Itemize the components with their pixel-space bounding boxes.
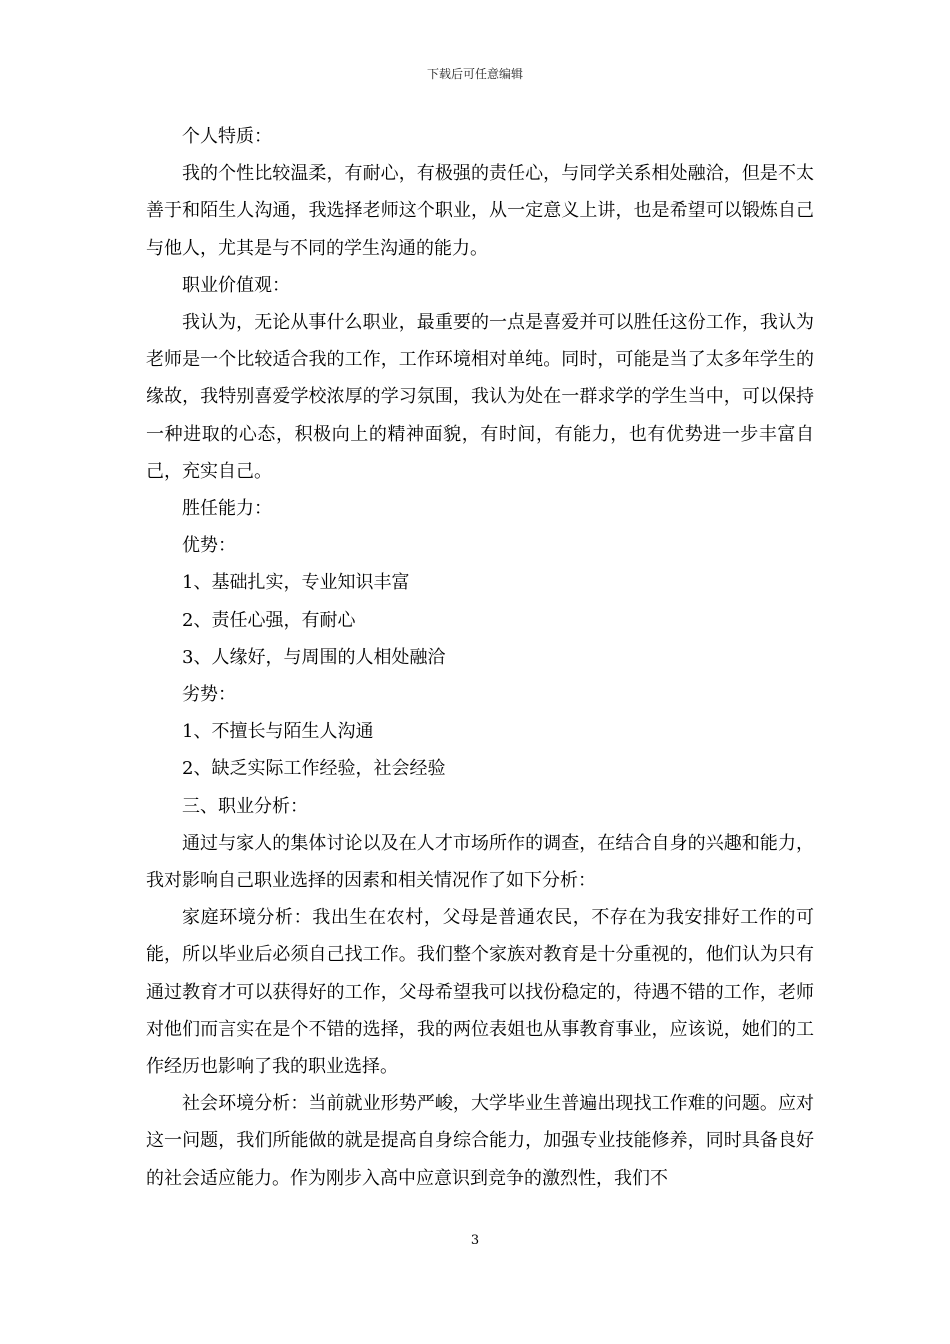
heading-competence: 胜任能力： bbox=[182, 498, 272, 520]
paragraph-analysis-intro: 通过与家人的集体讨论以及在人才市场所作的调查，在结合自身的兴趣和能力，我对影响自己职业选择的因素和相关情况作了如下分析： bbox=[146, 832, 814, 892]
paragraph-career-values: 我认为，无论从事什么职业，最重要的一点是喜爱并可以胜任这份工作，我认为老师是一个比较适合我的工作，工作环境相对单纯。同时，可能是当了太多年学生的缘故，我特别喜爱学校浓厚的学习氛围，我认为处在一群求学的学生当中，可以保持一种进取的心态，积极向上的精神面貌，有时间，有能力，也有优势进一步丰富自己，充实自己。 bbox=[146, 312, 814, 482]
list-item-weakness-2: 2、缺乏实际工作经验，社会经验 bbox=[182, 758, 446, 780]
paragraph-social-environment: 社会环境分析：当前就业形势严峻，大学毕业生普遍出现找工作难的问题。应对这一问题，我们所能做的就是提高自身综合能力，加强专业技能修养，同时具备良好的社会适应能力。作为刚步入高中应意识到竞争的激烈性，我们不 bbox=[146, 1093, 814, 1189]
heading-strengths: 优势： bbox=[182, 535, 236, 557]
list-item-weakness-1: 1、不擅长与陌生人沟通 bbox=[182, 721, 374, 743]
paragraph-family-environment: 家庭环境分析：我出生在农村，父母是普通农民，不存在为我安排好工作的可能，所以毕业后必须自己找工作。我们整个家族对教育是十分重视的，他们认为只有通过教育才可以获得好的工作，父母希望我可以找份稳定的，待遇不错的工作，老师对他们而言实在是个不错的选择，我的两位表姐也从事教育事业，应该说，她们的工作经历也影响了我的职业选择。 bbox=[146, 907, 814, 1078]
heading-career-analysis: 三、职业分析： bbox=[182, 795, 308, 817]
heading-personal-traits: 个人特质： bbox=[182, 126, 272, 147]
list-item-strength-1: 1、基础扎实，专业知识丰富 bbox=[182, 572, 410, 594]
page-number: 3 bbox=[470, 1233, 480, 1248]
document-body bbox=[146, 118, 814, 1197]
heading-career-values: 职业价值观： bbox=[182, 274, 290, 296]
list-item-strength-2: 2、责任心强，有耐心 bbox=[182, 609, 356, 631]
heading-weaknesses: 劣势： bbox=[182, 684, 236, 706]
list-item-strength-3: 3、人缘好，与周围的人相处融洽 bbox=[182, 646, 446, 668]
paragraph-personality: 我的个性比较温柔，有耐心，有极强的责任心，与同学关系相处融洽，但是不太善于和陌生人沟通，我选择老师这个职业，从一定意义上讲，也是希望可以锻炼自己与他人，尤其是与不同的学生沟通的能力。 bbox=[146, 163, 814, 259]
page-header: 下载后可任意编辑 bbox=[426, 67, 523, 81]
